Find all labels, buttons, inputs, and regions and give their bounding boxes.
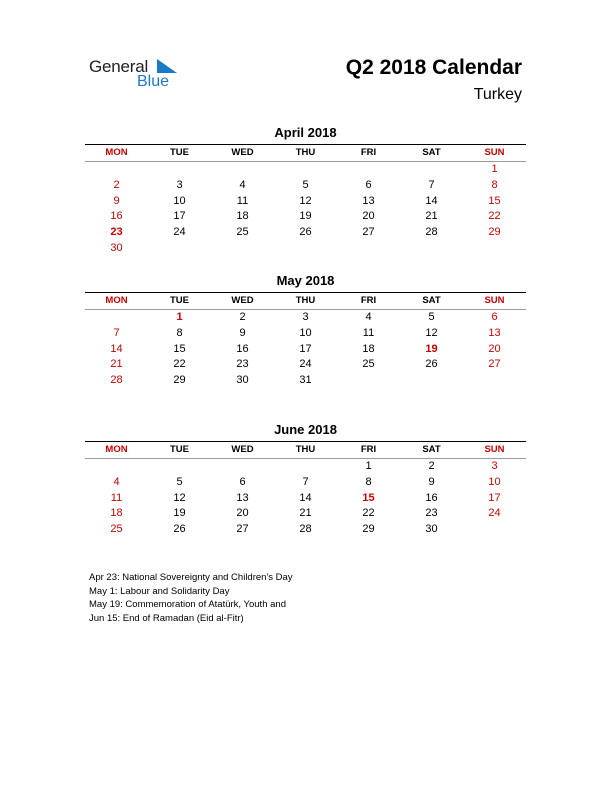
weekday-label: SAT [422,147,441,158]
holiday-date-cell: 19 [425,342,438,355]
date-cell: 25 [236,226,249,239]
date-cell: 22 [173,358,186,371]
date-cell: 16 [425,491,438,504]
week-row [85,506,526,522]
date-cell: 9 [113,194,120,207]
weekday-label: FRI [360,147,377,158]
date-cell: 8 [365,475,372,488]
date-cell: 13 [236,491,249,504]
date-cell: 3 [176,178,183,191]
date-cell [274,241,337,257]
weekday-label: WED [231,295,254,306]
week-row [85,491,526,507]
date-cell [148,162,211,178]
date-cell [211,241,274,257]
week-row [85,241,526,257]
logo [89,57,189,93]
date-cell: 12 [173,491,186,504]
week-row [85,459,526,475]
date-cell: 8 [491,178,498,191]
weekday-label: MON [105,295,128,306]
date-cell: 10 [173,194,186,207]
date-cell: 27 [236,523,249,536]
date-cell: 2 [428,460,435,472]
holiday-note: May 1: Labour and Solidarity Day [89,585,230,597]
date-cell [337,373,400,389]
weekday-label: TUE [170,444,189,455]
date-cell: 4 [113,475,120,488]
date-cell: 6 [491,311,498,323]
weekday-label: TUE [170,147,189,158]
logo-general-text: General [89,57,149,76]
date-cell: 29 [362,523,375,536]
date-cell: 3 [302,311,309,323]
date-cell: 30 [236,374,249,387]
week-row [85,373,526,389]
weekday-label: SUN [484,444,505,455]
date-cell [463,373,526,389]
date-cell: 2 [113,178,120,191]
date-cell: 14 [425,194,438,207]
date-cell: 17 [299,342,312,355]
date-cell: 5 [428,311,435,323]
date-cell [463,522,526,538]
date-cell: 13 [488,326,501,339]
date-cell: 18 [362,342,375,355]
date-cell [148,459,211,475]
week-row [85,225,526,241]
week-row [85,326,526,342]
page-title: Q2 2018 Calendar [345,56,522,79]
date-cell: 5 [176,475,183,488]
date-cell: 20 [488,342,501,355]
logo-blue-text: Blue [137,73,170,90]
date-cell: 13 [362,194,375,207]
date-cell: 21 [110,358,123,371]
date-cell: 26 [425,358,438,371]
date-cell: 7 [302,475,309,488]
weekday-header-row [85,145,526,161]
date-cell: 2 [239,311,246,323]
date-cell [85,310,148,326]
weekday-label: FRI [360,444,377,455]
holiday-note: Jun 15: End of Ramadan (Eid al-Fitr) [89,612,244,624]
date-cell: 24 [299,358,312,371]
date-cell [400,373,463,389]
date-cell: 26 [299,226,312,239]
date-cell: 1 [365,460,372,472]
date-cell: 17 [173,210,186,223]
month-title: April 2018 [274,125,337,140]
weekday-label: THU [295,444,316,455]
date-cell: 20 [362,210,375,223]
date-cell: 19 [173,507,186,520]
date-cell: 6 [239,475,246,488]
weekday-label: MON [105,444,128,455]
date-cell: 10 [488,475,501,488]
date-cell [337,162,400,178]
weekday-label: SUN [484,295,505,306]
date-cell: 17 [488,491,501,504]
week-row [85,310,526,326]
holiday-note: May 19: Commemoration of Atatürk, Youth and [89,599,286,611]
holiday-note: Apr 23: National Sovereignty and Children's Day [89,572,293,583]
date-cell: 22 [488,210,501,223]
date-cell [211,459,274,475]
date-cell: 22 [362,507,375,520]
date-cell: 28 [425,226,438,239]
date-cell [400,162,463,178]
date-cell: 18 [236,210,249,223]
date-cell [337,241,400,257]
date-cell: 29 [488,226,501,239]
date-cell: 4 [365,311,372,323]
date-cell: 29 [173,374,186,387]
date-cell: 4 [239,178,246,191]
date-cell: 11 [236,194,249,207]
month-title: May 2018 [276,273,335,288]
date-cell [274,162,337,178]
weekday-label: THU [295,147,316,158]
weekday-label: SAT [422,295,441,306]
date-cell: 14 [299,491,312,504]
month-april [85,125,526,257]
holiday-date-cell: 15 [362,491,375,504]
holiday-date-cell: 23 [110,226,123,239]
week-row [85,357,526,373]
date-cell [148,241,211,257]
weekday-label: WED [231,444,254,455]
date-cell: 19 [299,210,312,223]
logo-triangle-icon [157,59,177,73]
weekday-header-row [85,442,526,458]
date-cell: 27 [362,226,375,239]
date-cell: 14 [110,342,123,355]
date-cell: 12 [299,194,312,207]
date-cell: 30 [425,523,438,536]
date-cell: 21 [425,210,438,223]
date-cell: 6 [365,178,372,191]
weekday-label: SAT [422,444,441,455]
holiday-notes [89,571,293,625]
date-cell: 12 [425,326,438,339]
date-cell: 23 [425,507,438,520]
date-cell: 15 [173,342,186,355]
weekday-label: MON [105,147,128,158]
week-row [85,194,526,210]
date-cell [85,459,148,475]
country-subtitle: Turkey [473,86,522,103]
date-cell: 20 [236,507,249,520]
date-cell: 16 [110,210,123,223]
date-cell: 16 [236,342,249,355]
month-title: June 2018 [274,422,337,437]
week-row [85,522,526,538]
date-cell: 24 [488,507,501,520]
date-cell: 15 [488,194,501,207]
weekday-label: WED [231,147,254,158]
date-cell: 11 [362,326,375,339]
date-cell: 25 [362,358,375,371]
date-cell: 1 [491,163,498,175]
week-row [85,178,526,194]
weekday-header-row [85,293,526,309]
weekday-label: SUN [484,147,505,158]
date-cell: 10 [299,326,312,339]
date-cell: 11 [110,491,123,504]
date-cell [211,162,274,178]
date-cell: 23 [236,358,249,371]
week-row [85,209,526,225]
date-cell: 24 [173,226,186,239]
month-june [85,422,526,538]
date-cell [463,241,526,257]
date-cell [85,162,148,178]
date-cell: 7 [428,178,435,191]
week-row [85,162,526,178]
date-cell: 30 [110,241,123,254]
date-cell: 9 [428,475,435,488]
weekday-label: TUE [170,295,189,306]
month-may [85,273,526,389]
date-cell [400,241,463,257]
weekday-label: FRI [360,295,377,306]
weekday-label: THU [295,295,316,306]
date-cell: 27 [488,358,501,371]
week-row [85,475,526,491]
date-cell [274,459,337,475]
date-cell: 28 [299,523,312,536]
date-cell: 3 [491,460,498,472]
date-cell: 21 [299,507,312,520]
date-cell: 8 [176,326,183,339]
date-cell: 9 [239,326,246,339]
date-cell: 7 [113,326,120,339]
date-cell: 18 [110,507,123,520]
date-cell: 5 [302,178,309,191]
date-cell: 28 [110,374,123,387]
holiday-date-cell: 1 [176,311,183,323]
date-cell: 25 [110,523,123,536]
date-cell: 31 [299,374,312,387]
date-cell: 26 [173,523,186,536]
week-row [85,342,526,358]
